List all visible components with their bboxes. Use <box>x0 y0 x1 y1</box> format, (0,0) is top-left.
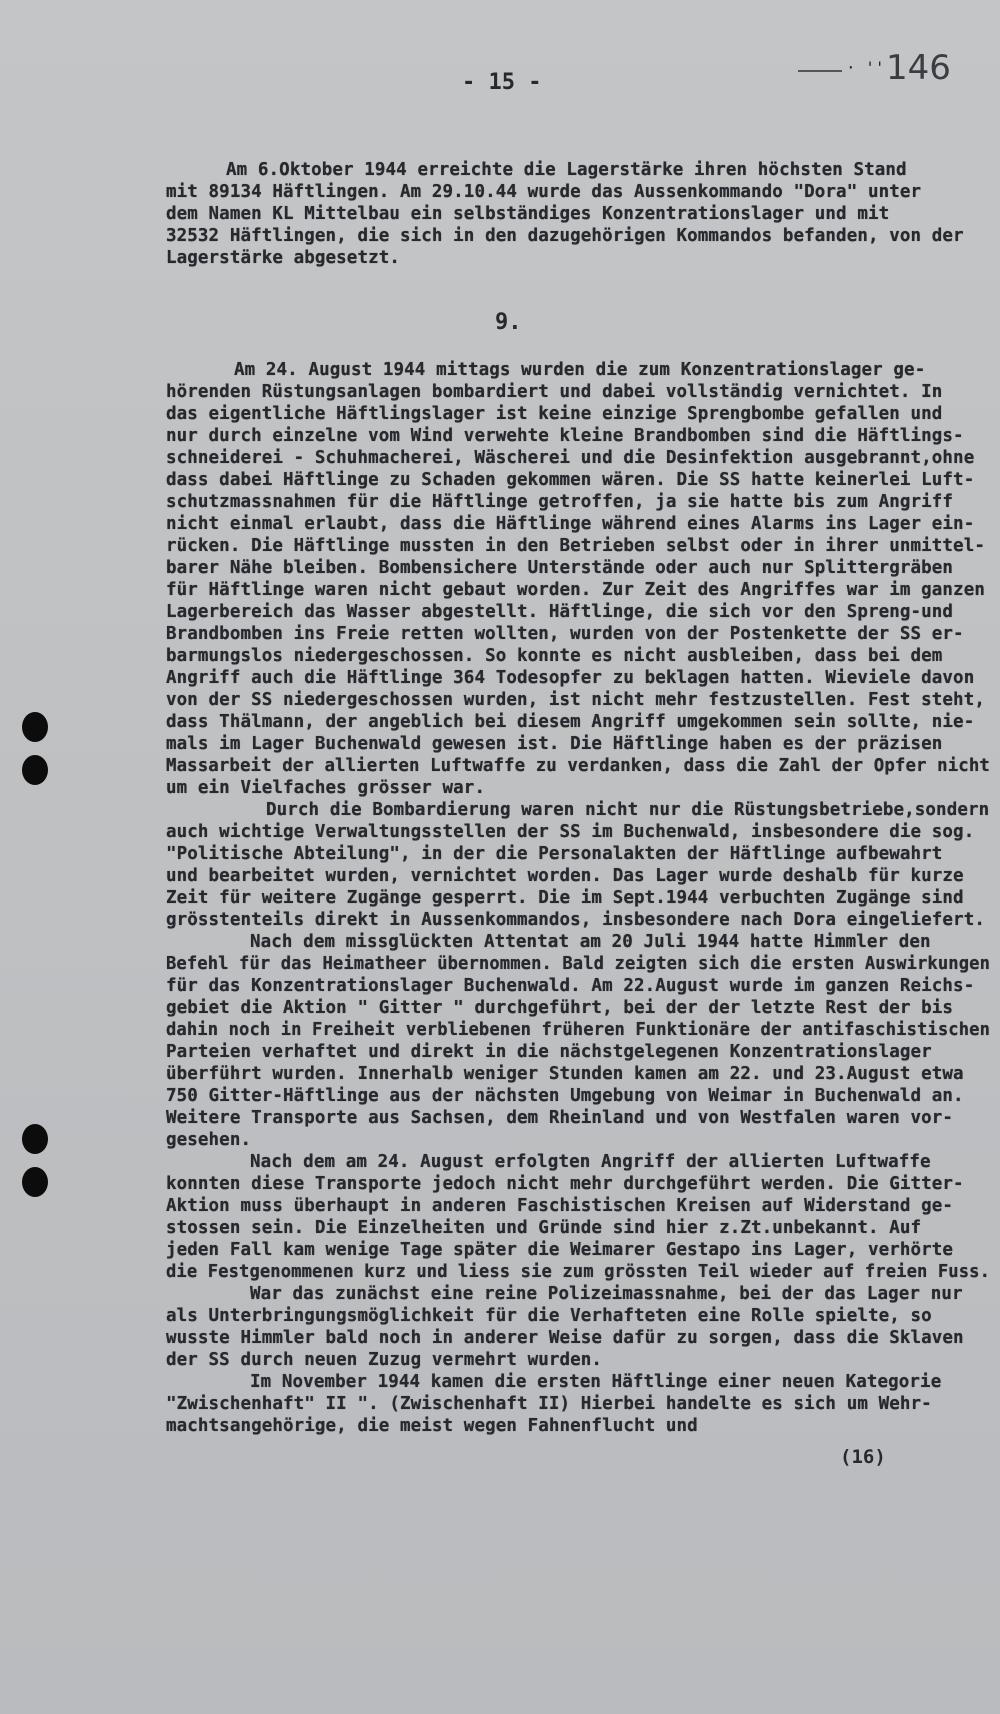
text-line: das eigentliche Häftlingslager ist keine einzige Sprengbombe gefallen und <box>166 404 943 424</box>
text-line: Lagerbereich das Wasser abgestellt. Häftlinge, die sich vor den Spreng-und <box>166 602 954 622</box>
text-line: für das Konzentrationslager Buchenwald. Am 22.August wurde im ganzen Reichs- <box>166 976 975 996</box>
text-line: überführt wurden. Innerhalb weniger Stunden kamen am 22. und 23.August etwa <box>166 1064 964 1084</box>
text-line: Durch die Bombardierung waren nicht nur die Rüstungsbetriebe,sondern <box>266 800 990 820</box>
text-line: War das zunächst eine reine Polizeimassnahme, bei der das Lager nur <box>250 1284 963 1304</box>
text-line: Weitere Transporte aus Sachsen, dem Rheinland und von Westfalen waren vor- <box>166 1108 954 1128</box>
text-line: Nach dem am 24. August erfolgten Angriff der allierten Luftwaffe <box>250 1152 931 1172</box>
continuation-marker: (16) <box>840 1446 886 1468</box>
text-line: Im November 1944 kamen die ersten Häftlinge einer neuen Kategorie <box>250 1372 942 1392</box>
text-line: schneiderei - Schuhmacherei, Wäscherei und die Desinfektion ausgebrannt,ohne <box>166 448 975 468</box>
text-line: nicht einmal erlaubt, dass die Häftlinge während eines Alarms ins Lager ein- <box>166 514 975 534</box>
text-line: machtsangehörige, die meist wegen Fahnenflucht und <box>166 1416 698 1436</box>
text-line: barer Nähe bleiben. Bombensichere Unterstände oder auch nur Splittergräben <box>166 558 954 578</box>
text-line: Brandbomben ins Freie retten wollten, wurden von der Postenkette der SS er- <box>166 624 964 644</box>
punch-hole <box>22 712 48 742</box>
section-number: 9. <box>495 310 522 335</box>
text-line: rücken. Die Häftlinge mussten in den Betrieben selbst oder in ihrer unmittel- <box>166 536 985 556</box>
handwritten-mark <box>798 70 842 72</box>
text-line: Am 24. August 1944 mittags wurden die zum Konzentrationslager ge- <box>234 360 926 380</box>
text-line: grösstenteils direkt in Aussenkommandos, insbesondere nach Dora eingeliefert. <box>166 910 985 930</box>
text-line: mit 89134 Häftlingen. Am 29.10.44 wurde das Aussenkommando "Dora" unter <box>166 182 922 202</box>
page-number: - 15 - <box>462 70 542 95</box>
text-line: "Politische Abteilung", in der die Personalakten der Häftlinge aufbewahrt <box>166 844 943 864</box>
text-line: auch wichtige Verwaltungsstellen der SS im Buchenwald, insbesondere die sog. <box>166 822 975 842</box>
folio-number: 146 <box>886 48 951 88</box>
text-line: 750 Gitter-Häftlinge aus der nächsten Umgebung von Weimar in Buchenwald an. <box>166 1086 964 1106</box>
punch-hole <box>22 1124 48 1154</box>
text-line: konnten diese Transporte jedoch nicht mehr durchgeführt werden. Die Gitter- <box>166 1174 964 1194</box>
text-line: Parteien verhaftet und direkt in die nächstgelegenen Konzentrationslager <box>166 1042 932 1062</box>
folio-prefix: · '' <box>846 58 885 77</box>
text-line: die Festgenommenen kurz und liess sie zum grössten Teil wieder auf freien Fuss. <box>166 1262 991 1282</box>
text-line: der SS durch neuen Zuzug vermehrt wurden. <box>166 1350 603 1370</box>
text-line: jeden Fall kam wenige Tage später die Weimarer Gestapo ins Lager, verhörte <box>166 1240 954 1260</box>
text-line: Nach dem missglückten Attentat am 20 Juli 1944 hatte Himmler den <box>250 932 931 952</box>
text-line: Massarbeit der allierten Luftwaffe zu verdanken, dass die Zahl der Opfer nicht <box>166 756 990 776</box>
text-line: Aktion muss überhaupt in anderen Faschistischen Kreisen auf Widerstand ge- <box>166 1196 954 1216</box>
text-line: für Häftlinge waren nicht gebaut worden. Zur Zeit des Angriffes war im ganzen <box>166 580 985 600</box>
punch-hole <box>22 755 48 785</box>
text-line: gesehen. <box>166 1130 252 1150</box>
text-line: Lagerstärke abgesetzt. <box>166 248 400 268</box>
text-line: Befehl für das Heimatheer übernommen. Bald zeigten sich die ersten Auswirkungen <box>166 954 991 974</box>
text-line: barmungslos niedergeschossen. So konnte es nicht ausbleiben, dass bei dem <box>166 646 943 666</box>
punch-hole <box>22 1167 48 1197</box>
text-line: dahin noch in Freiheit verbliebenen früheren Funktionäre der antifaschistischen <box>166 1020 991 1040</box>
text-line: Am 6.Oktober 1944 erreichte die Lagerstärke ihren höchsten Stand <box>226 160 907 180</box>
text-line: mals im Lager Buchenwald gewesen ist. Die Häftlinge haben es der präzisen <box>166 734 943 754</box>
text-line: wusste Himmler bald noch in anderer Weise dafür zu sorgen, dass die Sklaven <box>166 1328 964 1348</box>
text-line: dass Thälmann, der angeblich bei diesem Angriff umgekommen sein sollte, nie- <box>166 712 975 732</box>
text-line: gebiet die Aktion " Gitter " durchgeführt, bei der der letzte Rest der bis <box>166 998 954 1018</box>
text-line: schutzmassnahmen für die Häftlinge getroffen, ja sie hatte bis zum Angriff <box>166 492 954 512</box>
text-line: von der SS niedergeschossen wurden, ist nicht mehr festzustellen. Fest steht, <box>166 690 985 710</box>
text-line: dem Namen KL Mittelbau ein selbständiges Konzentrationslager und mit <box>166 204 890 224</box>
text-line: nur durch einzelne vom Wind verwehte kleine Brandbomben sind die Häftlings- <box>166 426 964 446</box>
text-line: 32532 Häftlingen, die sich in den dazugehörigen Kommandos befanden, von der <box>166 226 964 246</box>
text-line: dass dabei Häftlinge zu Schaden gekommen wären. Die SS hatte keinerlei Luft- <box>166 470 975 490</box>
text-line: hörenden Rüstungsanlagen bombardiert und dabei vollständig vernichtet. In <box>166 382 943 402</box>
text-line: als Unterbringungsmöglichkeit für die Verhafteten eine Rolle spielte, so <box>166 1306 932 1326</box>
text-line: und bearbeitet wurden, vernichtet worden. Das Lager wurde deshalb für kurze <box>166 866 964 886</box>
text-line: stossen sein. Die Einzelheiten und Gründe sind hier z.Zt.unbekannt. Auf <box>166 1218 922 1238</box>
text-line: "Zwischenhaft" II ". (Zwischenhaft II) Hierbei handelte es sich um Wehr- <box>166 1394 932 1414</box>
text-line: um ein Vielfaches grösser war. <box>166 778 486 798</box>
text-line: Zeit für weitere Zugänge gesperrt. Die im Sept.1944 verbuchten Zugänge sind <box>166 888 964 908</box>
text-line: Angriff auch die Häftlinge 364 Todesopfer zu beklagen hatten. Wieviele davon <box>166 668 975 688</box>
